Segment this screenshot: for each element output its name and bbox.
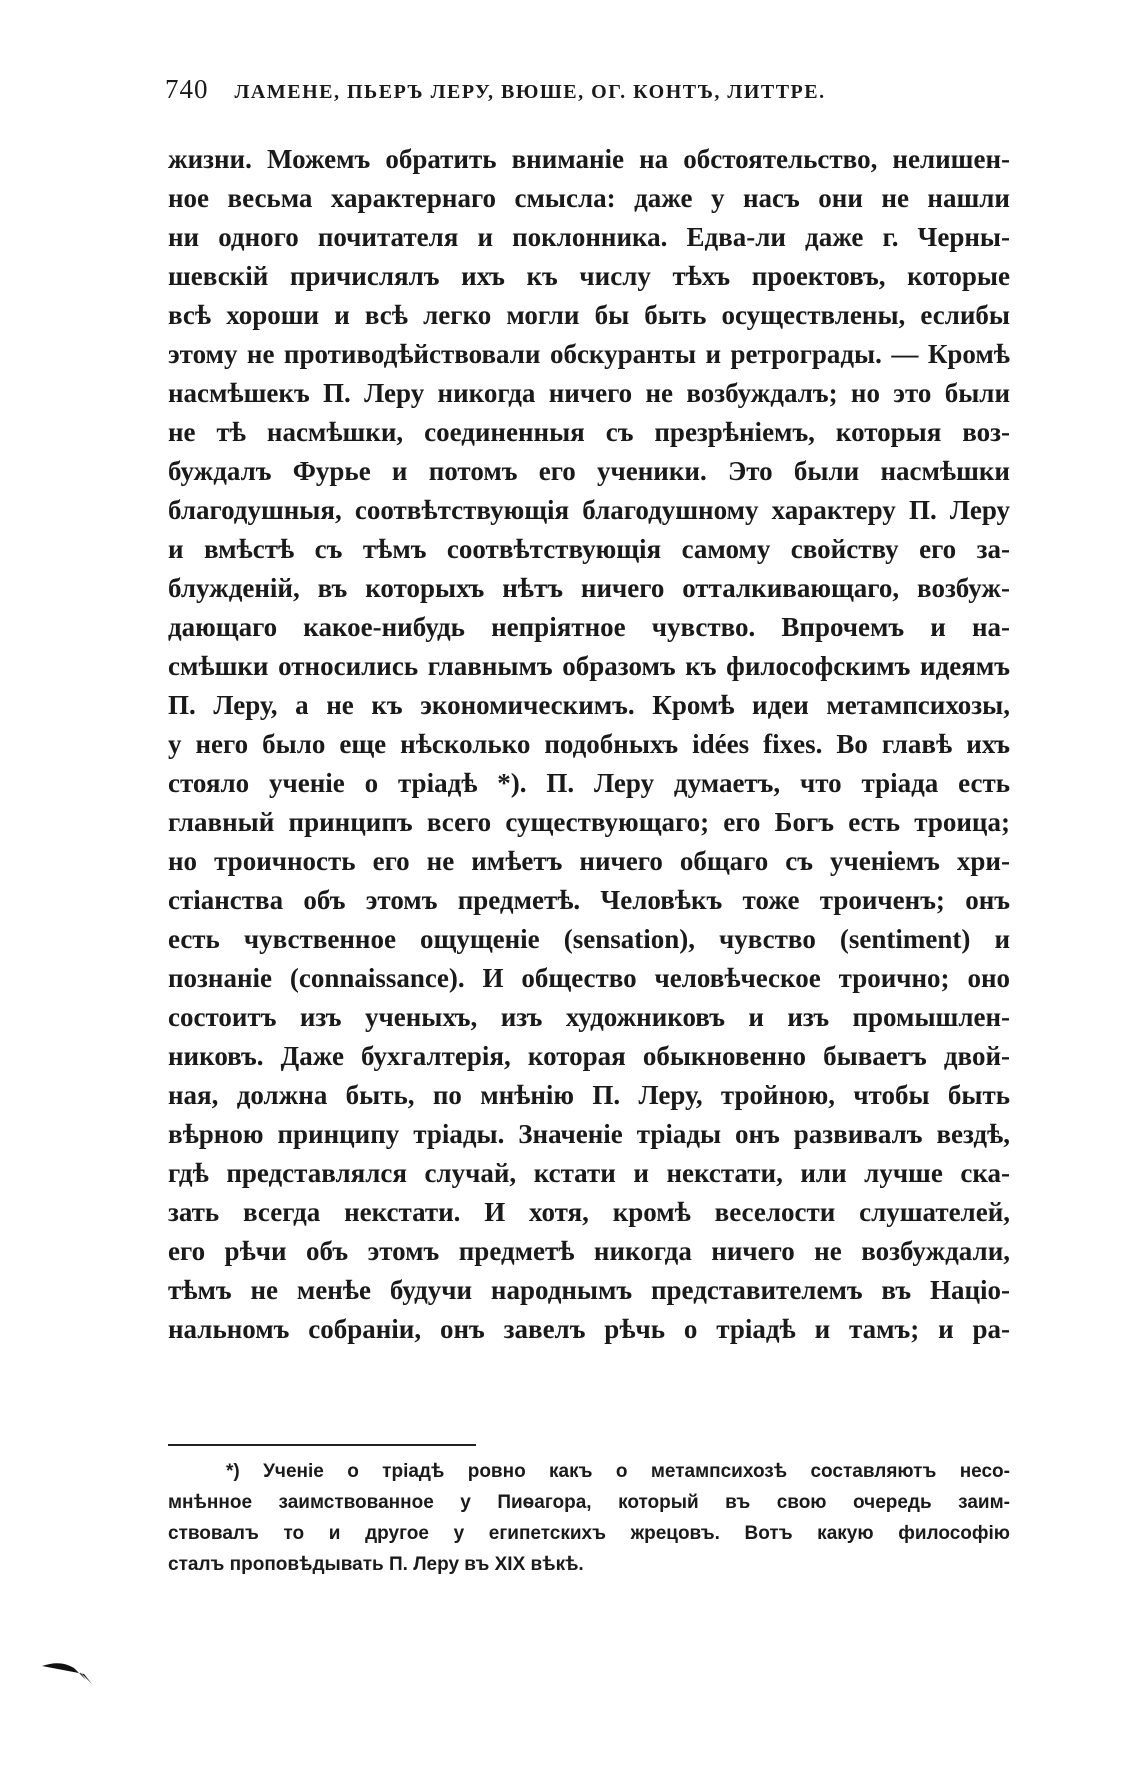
body-line: зать всегда некстати. И хотя, кромѣ веселости слушателей, xyxy=(168,1197,1010,1227)
body-line: благодушныя, соотвѣтствующія благодушному характеру П. Леру xyxy=(168,495,1010,525)
body-line: но троичность его не имѣетъ ничего общаго съ ученіемъ хри- xyxy=(168,846,1010,876)
body-line: ни одного почитателя и поклонника. Едва-ли даже г. Черны- xyxy=(168,222,1010,252)
body-line: стояло ученіе о тріадѣ *). П. Леру думаетъ, что тріада есть xyxy=(168,768,1010,798)
body-line: нальномъ собраніи, онъ завелъ рѣчь о тріадѣ и тамъ; и ра- xyxy=(168,1314,1010,1344)
page-number: 740 xyxy=(165,74,209,104)
body-line: всѣ хороши и всѣ легко могли бы быть осуществлены, еслибы xyxy=(168,300,1010,330)
body-line: никовъ. Даже бухгалтерія, которая обыкновенно бываетъ двой- xyxy=(168,1041,1010,1071)
body-line: стіанства объ этомъ предметѣ. Человѣкъ тоже троиченъ; онъ xyxy=(168,885,1010,915)
body-line: насмѣшекъ П. Леру никогда ничего не возбуждалъ; но это были xyxy=(168,378,1010,408)
body-line: его рѣчи объ этомъ предметѣ никогда ничего не возбуждали, xyxy=(168,1236,1010,1266)
scan-mark-icon xyxy=(40,1650,100,1690)
body-line: не тѣ насмѣшки, соединенныя съ презрѣніемъ, которыя воз- xyxy=(168,417,1010,447)
body-line: познаніе (connaissance). И общество человѣческое троично; оно xyxy=(168,963,1010,993)
body-line: тѣмъ не менѣе будучи народнымъ представителемъ въ Націо- xyxy=(168,1275,1010,1305)
body-line: есть чувственное ощущеніе (sensation), чувство (sentiment) и xyxy=(168,924,1010,954)
body-line: жизни. Можемъ обратить вниманіе на обстоятельство, нелишен- xyxy=(168,144,1010,174)
body-line: гдѣ представлялся случай, кстати и некстати, или лучше ска- xyxy=(168,1158,1010,1188)
body-line: ное весьма характернаго смысла: даже у насъ они не нашли xyxy=(168,183,1010,213)
running-head: ЛАМЕНЕ, ПЬЕРЪ ЛЕРУ, ВЮШЕ, ОГ. КОНТЪ, ЛИТТРЕ. xyxy=(234,81,826,103)
body-line: и вмѣстѣ съ тѣмъ соотвѣтствующія самому свойству его за- xyxy=(168,534,1010,564)
body-line: смѣшки относились главнымъ образомъ къ философскимъ идеямъ xyxy=(168,651,1010,681)
footnote-line: мнѣнное заимствованное у Пиѳагора, который въ свою очередь заим- xyxy=(168,1492,1010,1513)
footnote xyxy=(168,1456,1010,1580)
page-header xyxy=(165,74,1015,114)
body-line: ная, должна быть, по мнѣнію П. Леру, тройною, чтобы быть xyxy=(168,1080,1010,1110)
body-text xyxy=(168,140,1010,1349)
body-line: у него было еще нѣсколько подобныхъ idées fixes. Во главѣ ихъ xyxy=(168,729,1010,759)
body-line: вѣрною принципу тріады. Значеніе тріады онъ развивалъ вездѣ, xyxy=(168,1119,1010,1149)
body-line: состоитъ изъ ученыхъ, изъ художниковъ и изъ промышлен- xyxy=(168,1002,1010,1032)
body-line: блужденій, въ которыхъ нѣтъ ничего отталкивающаго, возбуж- xyxy=(168,573,1010,603)
footnote-line: *) Ученіе о тріадѣ ровно какъ о метампсихозѣ составляютъ несо- xyxy=(226,1461,1010,1482)
body-line: шевскій причислялъ ихъ къ числу тѣхъ проектовъ, которые xyxy=(168,261,1010,291)
body-line: буждалъ Фурье и потомъ его ученики. Это были насмѣшки xyxy=(168,456,1010,486)
body-line: П. Леру, а не къ экономическимъ. Кромѣ идеи метампсихозы, xyxy=(168,690,1010,720)
footnote-divider xyxy=(168,1444,476,1446)
body-line: главный принципъ всего существующаго; его Богъ есть троица; xyxy=(168,807,1010,837)
body-line: этому не противодѣйствовали обскуранты и ретрограды. — Кромѣ xyxy=(168,339,1010,369)
footnote-line: ствовалъ то и другое у египетскихъ жрецовъ. Вотъ какую философію xyxy=(168,1523,1010,1544)
body-line: дающаго какое-нибудь непріятное чувство. Впрочемъ и на- xyxy=(168,612,1010,642)
footnote-line: сталъ проповѣдывать П. Леру въ XIX вѣкѣ. xyxy=(168,1554,584,1575)
